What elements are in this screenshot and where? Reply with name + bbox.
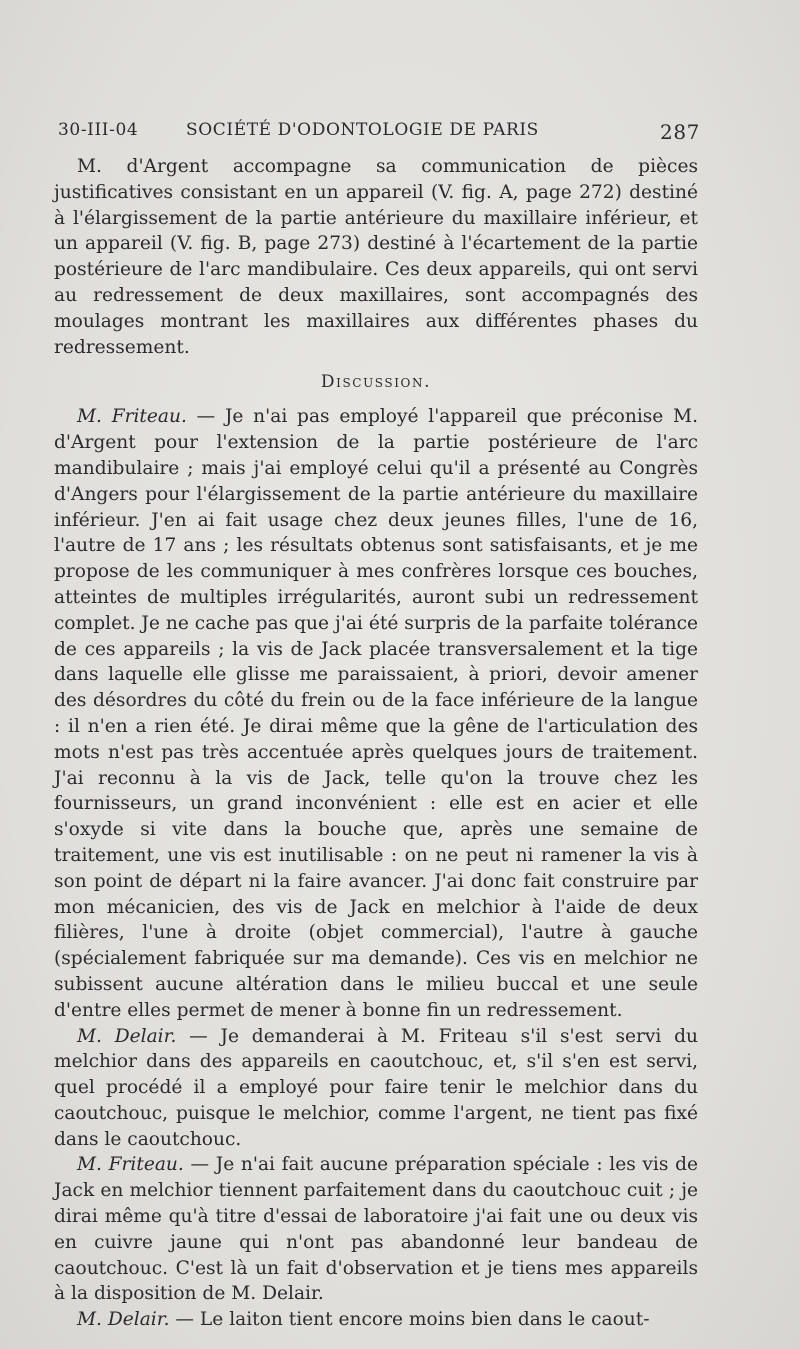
header-title: SOCIÉTÉ D'ODONTOLOGIE DE PARIS (186, 120, 539, 140)
speech-text: — Le laiton tient encore moins bien dans le caout- (169, 1309, 650, 1331)
discussion-paragraph (54, 404, 698, 1023)
discussion-paragraph (54, 1307, 698, 1333)
discussion-paragraph (54, 1152, 698, 1307)
section-heading: Discussion. (320, 372, 432, 393)
speaker-name: M. Delair. (77, 1025, 177, 1047)
speaker-name: M. Friteau. (77, 406, 187, 428)
running-header (58, 120, 700, 146)
speech-text: — Je n'ai fait aucune préparation spéciale : les vis de Jack en melchior tiennent parfaitement dans du caoutchouc cuit ; je dirai même qu'à titre d'essai de laboratoire j'ai fait une ou deux vis en cuivre jaune qui n'ont pas abandonné leur bandeau de caoutchouc. C'est là un fait d'observation et je tiens mes appareils à la disposition de M. Delair. (54, 1154, 698, 1305)
speaker-name: M. Friteau. (77, 1154, 184, 1176)
speech-text: — Je demanderai à M. Friteau s'il s'est servi du melchior dans des appareils en caoutchouc, et, s'il s'en est servi, quel procédé il a employé pour faire tenir le melchior dans du caoutchouc, puisque le melchior, comme l'argent, ne tient pas fixé dans le caoutchouc. (54, 1025, 698, 1150)
page-body (54, 154, 698, 1333)
discussion-paragraph (54, 1024, 698, 1153)
header-date: 30-III-04 (58, 120, 139, 140)
intro-paragraph: M. d'Argent accompagne sa communication de pièces justificatives consistant en un appareil (V. fig. A, page 272) destiné à l'élargissement de la partie antérieure du maxillaire inférieur, et un appareil (V. fig. B, page 273) destiné à l'écartement de la partie postérieure de l'arc mandibulaire. Ces deux appareils, qui ont servi au redressement de deux maxillaires, sont accompagnés des moulages montrant les maxillaires aux différentes phases du redressement. (54, 156, 698, 358)
speaker-name: M. Delair. (77, 1309, 170, 1331)
page-number: 287 (660, 120, 700, 144)
speech-text: — Je n'ai pas employé l'appareil que préconise M. d'Argent pour l'extension de la partie postérieure de l'arc mandibulaire ; mais j'ai employé celui qu'il a présenté au Congrès d'Angers pour l'élargissement de la partie antérieure du maxillaire inférieur. J'en ai fait usage chez deux jeunes filles, l'une de 16, l'autre de 17 ans ; les résultats obtenus sont satisfaisants, et je me propose de les communiquer à mes confrères lorsque ces bouches, atteintes de multiples irrégularités, auront subi un redressement complet. Je ne cache pas que j'ai été surpris de la parfaite tolérance de ces appareils ; la vis de Jack placée transversalement et la tige dans laquelle elle glisse me paraissaient, à priori, devoir amener des désordres du côté du frein ou de la face inférieure de la langue : il n'en a rien été. Je dirai même que la gêne de l'articulation des mots n'est pas très accentuée après quelques jours de traitement. J'ai reconnu à la vis de Jack, telle qu'on la trouve chez les fournisseurs, un grand inconvénient : elle est en acier et elle s'oxyde si vite dans la bouche que, après une semaine de traitement, une vis est inutilisable : on ne peut ni ramener la vis à son point de départ ni la faire avancer. J'ai donc fait construire par mon mécanicien, des vis de Jack en melchior à l'aide de deux filières, l'une à droite (objet commercial), l'autre à gauche (spécialement fabriquée sur ma demande). Ces vis en melchior ne subissent aucune altération dans le milieu buccal et une seule d'entre elles permet de mener à bonne fin un redressement. (54, 406, 699, 1021)
